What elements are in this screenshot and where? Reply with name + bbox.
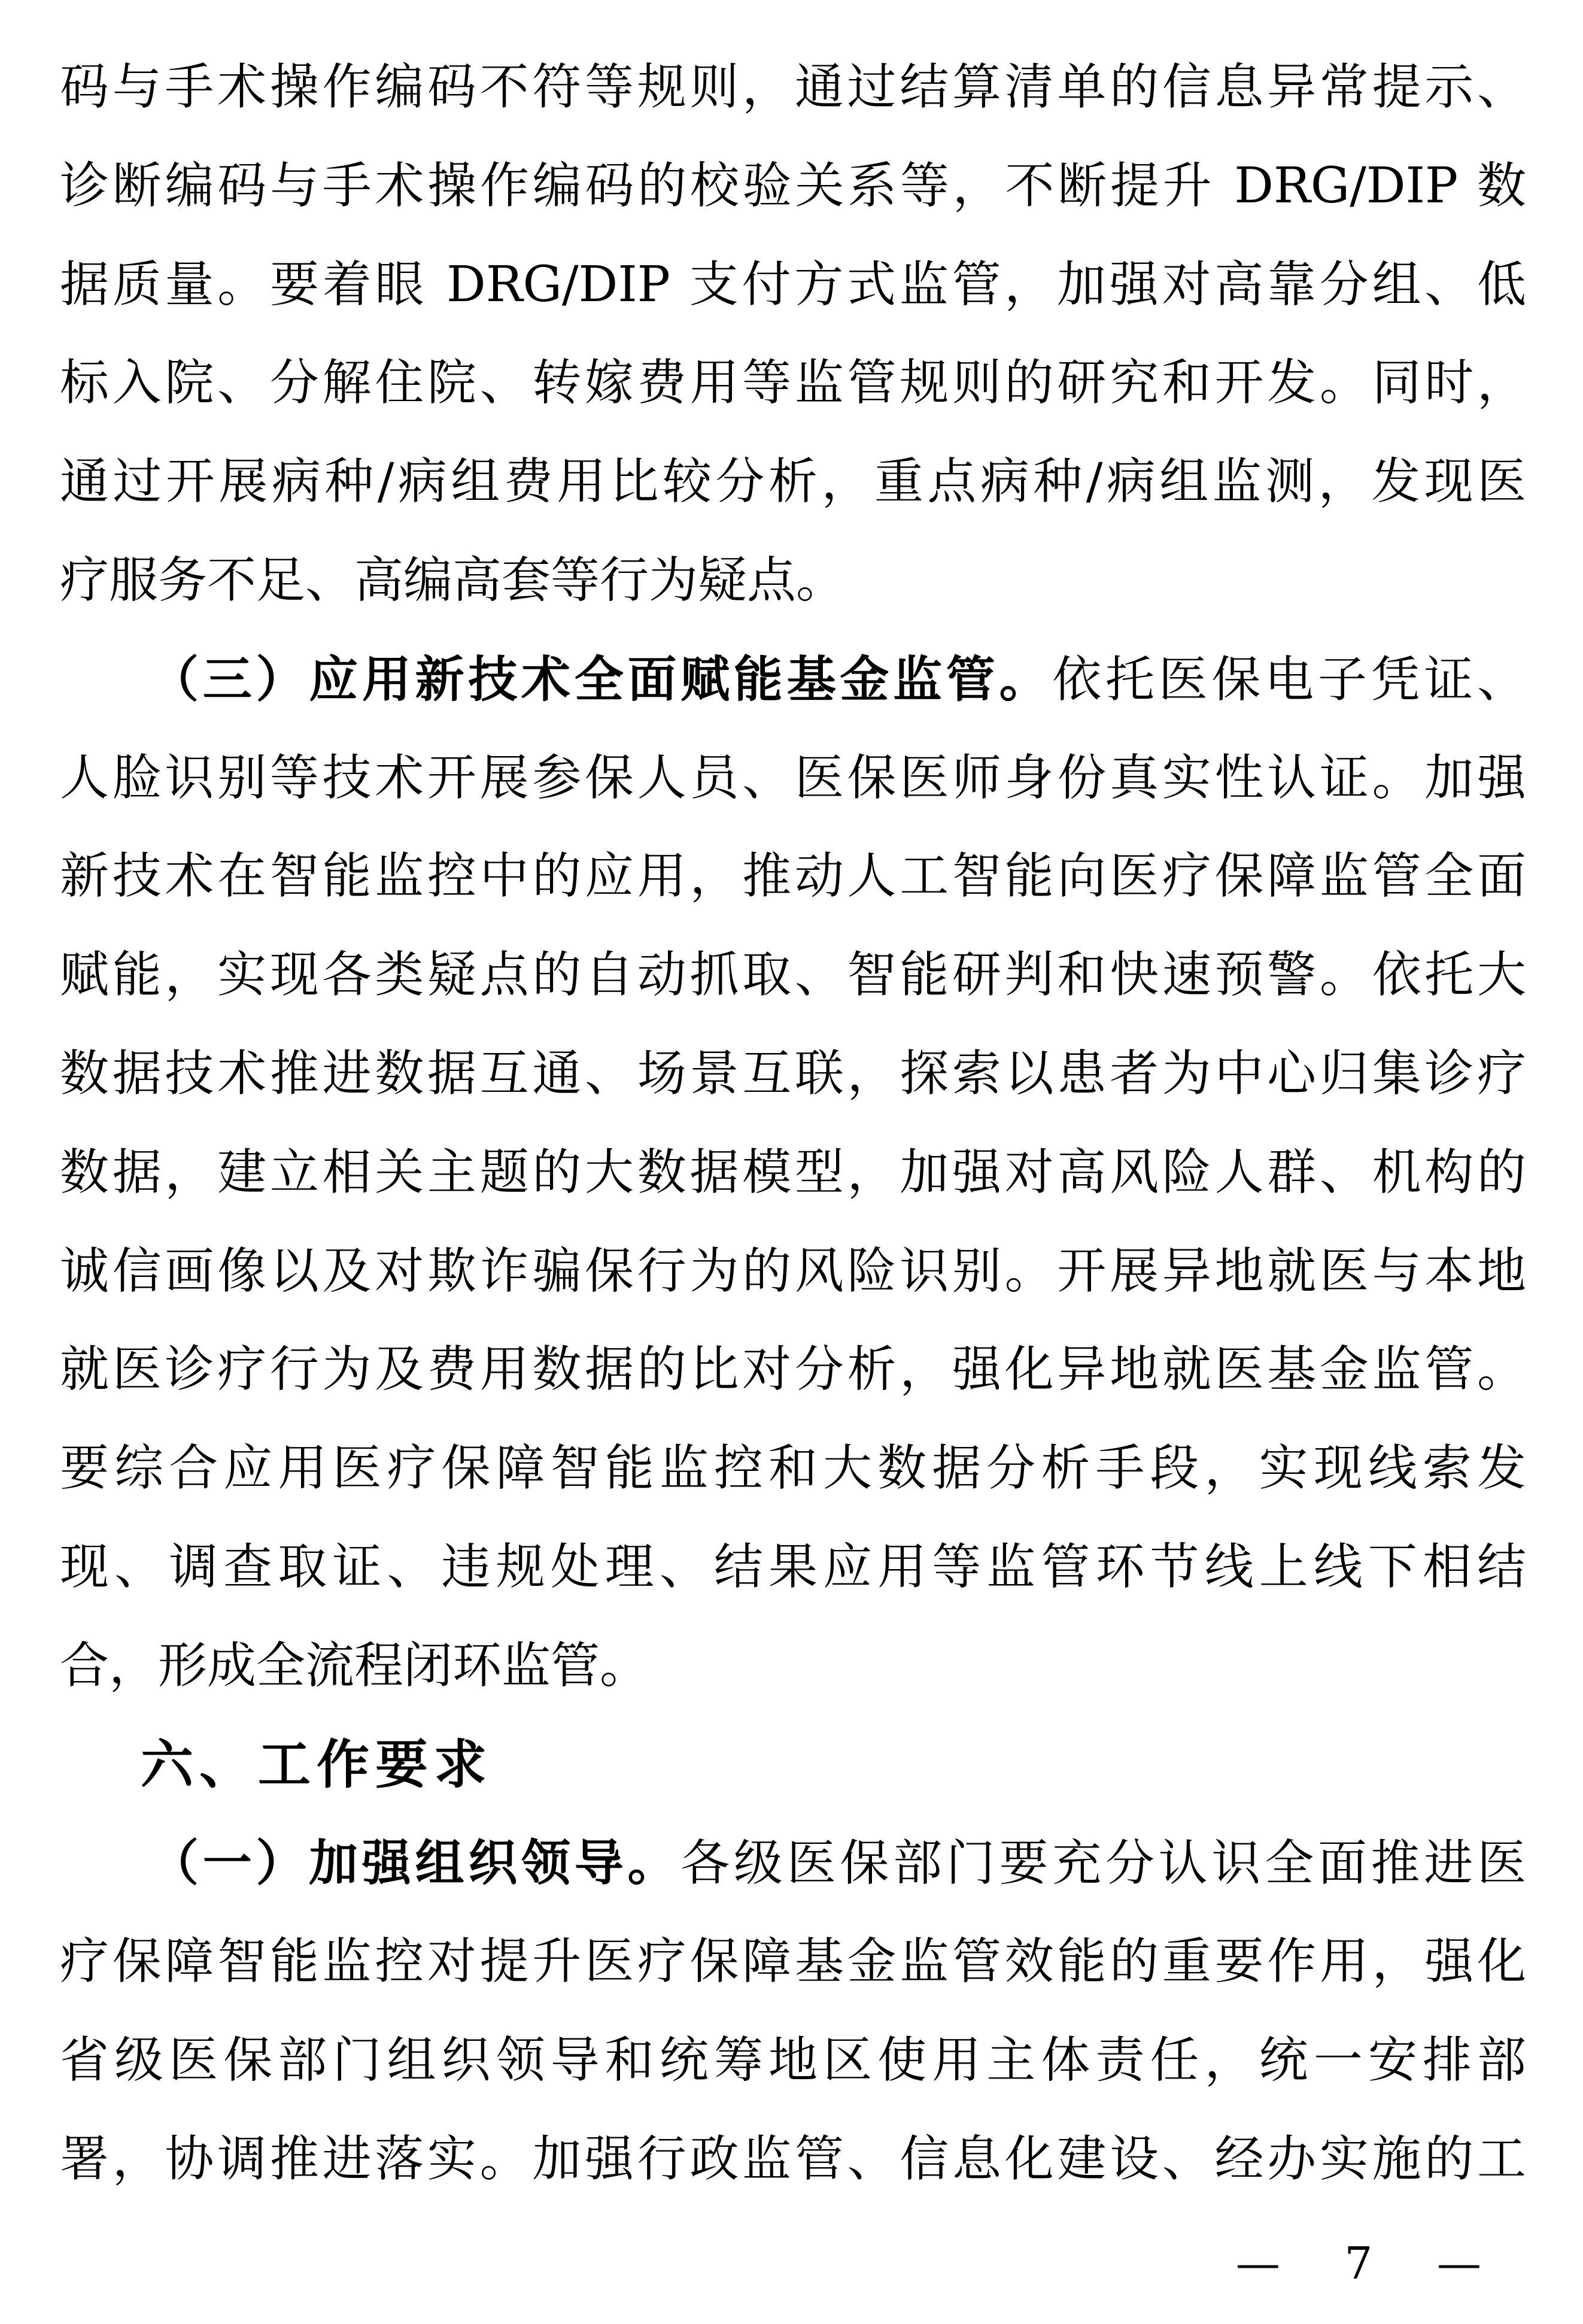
text-line: 署，协调推进落实。加强行政监管、信息化建设、经办实施的工	[60, 2130, 1526, 2188]
text-line: 要综合应用医疗保障智能监控和大数据分析手段，实现线索发	[60, 1440, 1526, 1497]
section-heading: 六、工作要求	[141, 1733, 493, 1795]
text-line: 疗保障智能监控对提升医疗保障基金监管效能的重要作用，强化	[60, 1933, 1526, 1991]
paragraph-text: 各级医保部门要充分认识全面推进医	[680, 1835, 1526, 1892]
text-line	[60, 630, 1526, 729]
text-line: 标入院、分解住院、转嫁费用等监管规则的研究和开发。同时，	[60, 354, 1526, 412]
text-line: 赋能，实现各类疑点的自动抓取、智能研判和快速预警。依托大	[60, 946, 1526, 1004]
text-line: 省级医保部门组织领导和统筹地区使用主体责任，统一安排部	[60, 2031, 1526, 2089]
text-line: 据质量。要着眼 DRG/DIP 支付方式监管，加强对高靠分组、低	[60, 256, 1526, 313]
text-line: 就医诊疗行为及费用数据的比对分析，强化异地就医基金监管。	[60, 1341, 1526, 1398]
text-line: 数据，建立相关主题的大数据模型，加强对高风险人群、机构的	[60, 1143, 1526, 1201]
paragraph-lead: （一）加强组织领导。	[150, 1834, 681, 1892]
text-line: 诚信画像以及对欺诈骗保行为的风险识别。开展异地就医与本地	[60, 1242, 1526, 1300]
text-line: 新技术在智能监控中的应用，推动人工智能向医疗保障监管全面	[60, 848, 1526, 905]
text-line	[60, 1814, 1526, 1913]
text-line: 码与手术操作编码不符等规则，通过结算清单的信息异常提示、	[60, 59, 1526, 116]
page-number: — 7 —	[1235, 2238, 1481, 2289]
text-line: 人脸识别等技术开展参保人员、医保医师身份真实性认证。加强	[60, 749, 1526, 806]
text-line: 疗服务不足、高编高套等行为疑点。	[60, 551, 846, 609]
paragraph-text: 依托医保电子凭证、	[1052, 651, 1526, 708]
document-body	[60, 38, 1526, 2209]
text-line: 数据技术推进数据互通、场景互联，探索以患者为中心归集诊疗	[60, 1045, 1526, 1102]
text-line: 诊断编码与手术操作编码的校验关系等，不断提升 DRG/DIP 数	[60, 157, 1526, 214]
text-line: 现、调查取证、违规处理、结果应用等监管环节线上线下相结	[60, 1538, 1526, 1595]
text-line: 合，形成全流程闭环监管。	[60, 1637, 649, 1694]
text-line: 通过开展病种/病组费用比较分析，重点病种/病组监测，发现医	[60, 453, 1526, 511]
paragraph-lead: （三）应用新技术全面赋能基金监管。	[150, 650, 1053, 708]
